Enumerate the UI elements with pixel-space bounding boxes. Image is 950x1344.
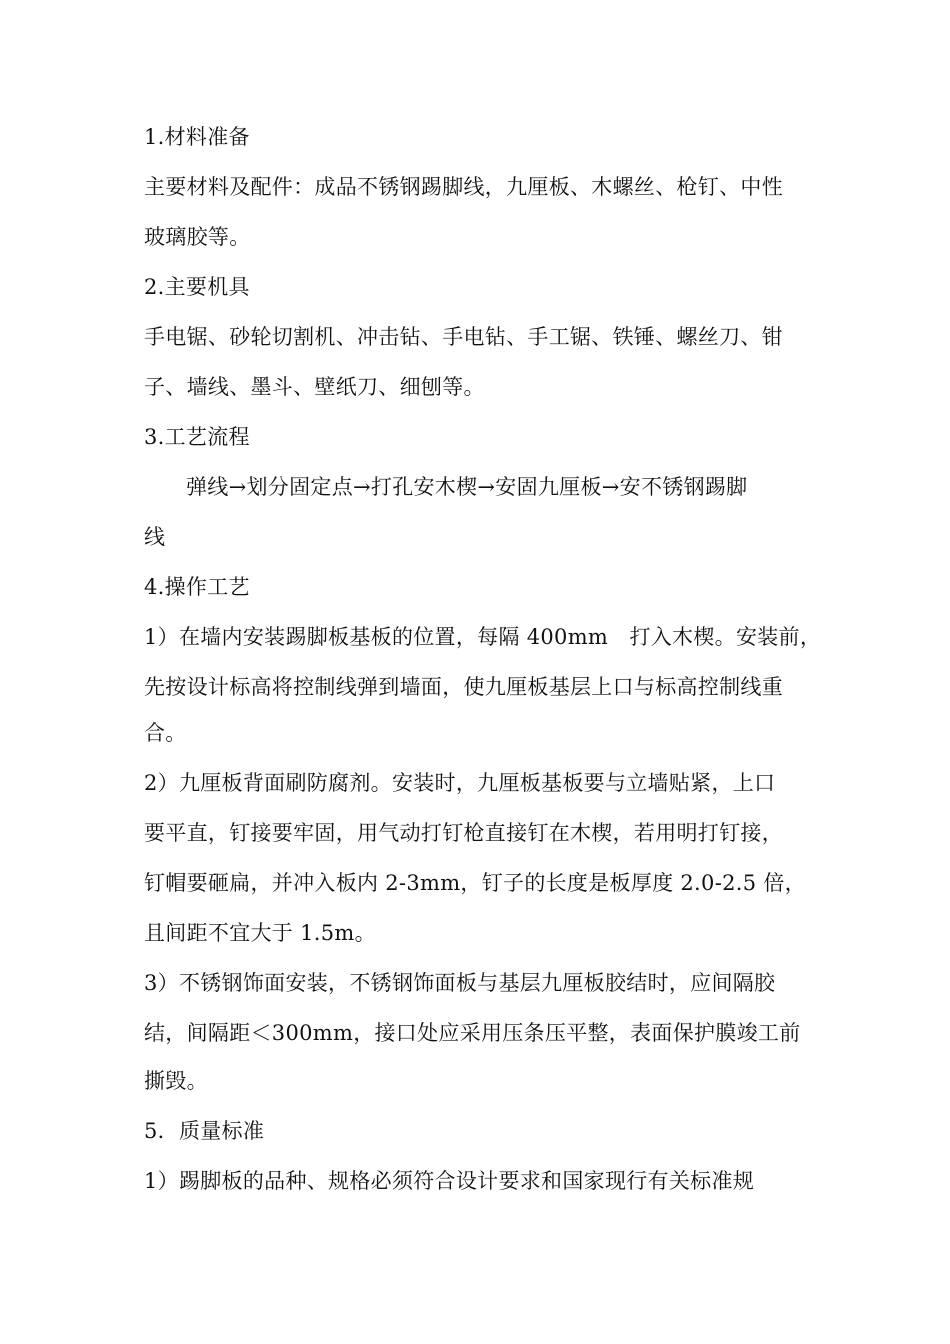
- paragraph-line: 主要材料及配件：成品不锈钢踢脚线，九厘板、木螺丝、枪钉、中性: [144, 175, 783, 199]
- heading-material-prep: 1.材料准备: [144, 125, 250, 149]
- paragraph-line: 要平直，钉接要牢固，用气动打钉枪直接钉在木楔，若用明打钉接，: [144, 821, 783, 845]
- paragraph-line: 玻璃胶等。: [144, 225, 251, 249]
- paragraph-line: 合。: [144, 721, 187, 745]
- paragraph-line: 1）在墙内安装踢脚板基板的位置，每隔 400mm 打入木楔。安装前，: [144, 625, 822, 649]
- paragraph-line: 线: [144, 525, 166, 549]
- paragraph-line: 钉帽要砸扁，并冲入板内 2-3mm，钉子的长度是板厚度 2.0-2.5 倍，: [144, 871, 806, 895]
- paragraph-line: 先按设计标高将控制线弹到墙面，使九厘板基层上口与标高控制线重: [144, 675, 783, 699]
- paragraph-line: 子、墙线、墨斗、壁纸刀、细刨等。: [144, 375, 485, 399]
- heading-quality-standard: 5．质量标准: [144, 1119, 265, 1143]
- paragraph-line: 3）不锈钢饰面安装，不锈钢饰面板与基层九厘板胶结时，应间隔胶: [144, 971, 776, 995]
- paragraph-line: 结，间隔距＜300mm，接口处应采用压条压平整，表面保护膜竣工前: [144, 1021, 801, 1045]
- heading-process-flow: 3.工艺流程: [144, 425, 250, 449]
- paragraph-line: 且间距不宜大于 1.5m。: [144, 921, 376, 945]
- paragraph-line: 弹线→划分固定点→打孔安木楔→安固九厘板→安不锈钢踢脚: [186, 475, 748, 499]
- paragraph-line: 手电锯、砂轮切割机、冲击钻、手电钻、手工锯、铁锤、螺丝刀、钳: [144, 325, 783, 349]
- paragraph-line: 2）九厘板背面刷防腐剂。安装时，九厘板基板要与立墙贴紧，上口: [144, 771, 776, 795]
- heading-main-tools: 2.主要机具: [144, 275, 250, 299]
- paragraph-line: 1）踢脚板的品种、规格必须符合设计要求和国家现行有关标准规: [144, 1169, 755, 1193]
- paragraph-line: 撕毁。: [144, 1069, 208, 1093]
- heading-operation: 4.操作工艺: [144, 575, 250, 599]
